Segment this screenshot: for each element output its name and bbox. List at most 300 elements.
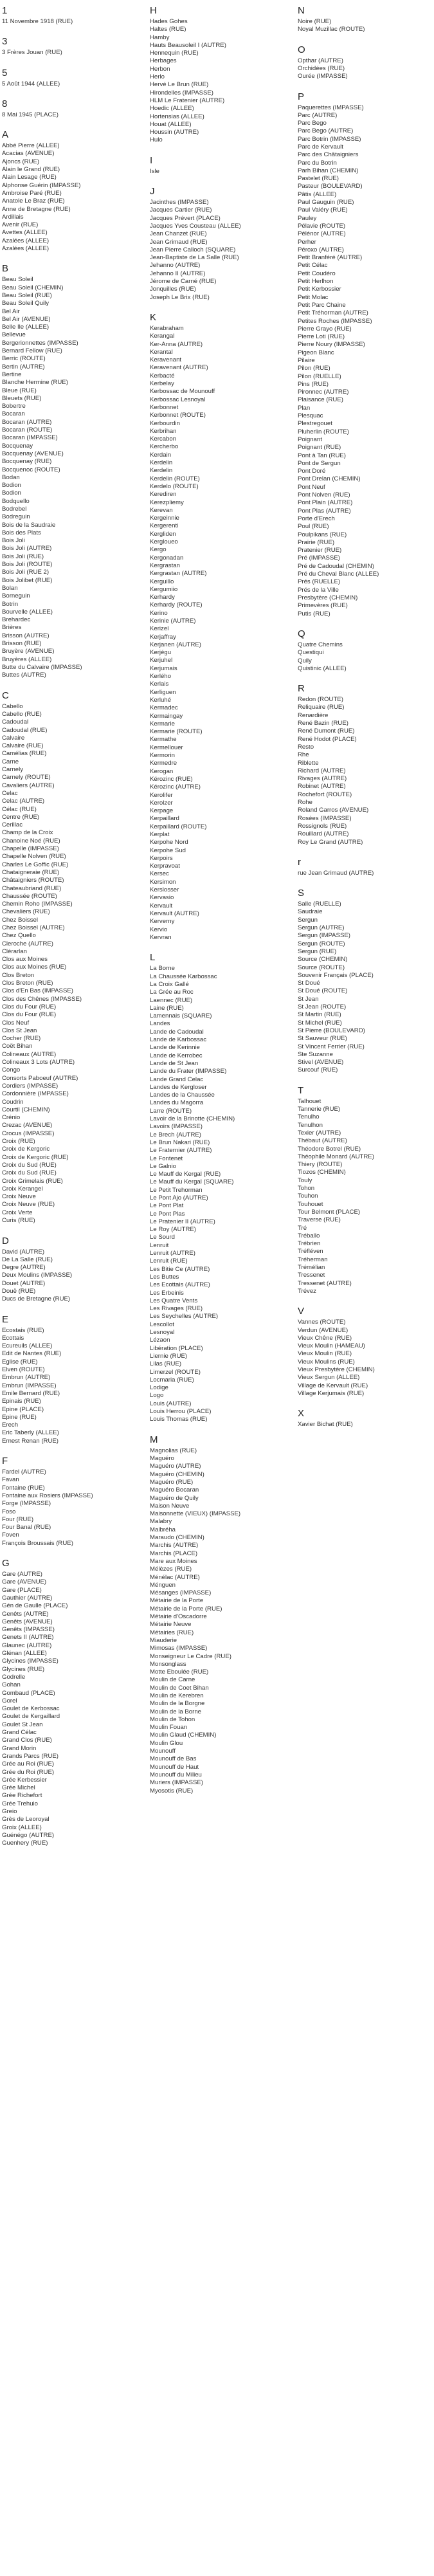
street-name: Chemin Roho (IMPASSE) [2, 900, 73, 908]
street-name: Lescollot [150, 1320, 174, 1328]
street-name: Bois Joli [2, 537, 25, 545]
street-name: Trébrien [298, 1240, 321, 1248]
street-name: Noyal Muzillac (ROUTE) [298, 26, 365, 33]
index-section [298, 43, 434, 81]
street-name: Chevaliers (RUE) [2, 908, 50, 916]
street-name: Coët Bihan [2, 1043, 33, 1050]
street-name: Lavoirs (IMPASSE) [150, 1123, 203, 1131]
street-name: Kerslosser [150, 886, 179, 894]
street-name: Avettes (ALLEE) [2, 229, 48, 237]
street-name: Celac [2, 789, 18, 797]
street-name: Abbé Pierre (ALLEE) [2, 142, 60, 150]
street-name: Cordonnière (IMPASSE) [2, 1090, 69, 1098]
street-name: Pierre Grayo (RUE) [298, 325, 352, 333]
street-name: Gare (PLACE) [2, 1586, 42, 1594]
street-name: Carnely [2, 766, 24, 774]
street-name: Pilon (RUELLE) [298, 372, 341, 380]
index-section [2, 66, 140, 88]
street-name: Epine (RUE) [2, 1413, 37, 1421]
street-name: Bourvelle (ALLEE) [2, 608, 53, 616]
street-name: St Doué [298, 980, 320, 987]
street-name: Maguéro [150, 1455, 174, 1463]
street-name: Croix de Kergoric [2, 1146, 50, 1153]
street-name: Clos Neuf [2, 1019, 30, 1027]
street-name: Souvenir Français (PLACE) [298, 971, 374, 979]
street-name: Monsonglass [150, 1660, 186, 1668]
street-name: Petit Molac [298, 293, 329, 301]
street-name: Petit Coudéro [298, 269, 336, 277]
street-name: Rochefort (ROUTE) [298, 790, 352, 798]
street-name: Crezac (AVENUE) [2, 1122, 53, 1129]
index-section [298, 1407, 434, 1429]
street-name: Moulin de la Borgne [150, 1700, 205, 1708]
street-name: Pierre Loti (RUE) [298, 333, 345, 341]
street-name: Paquerettes (IMPASSE) [298, 104, 364, 111]
street-name: Pasteur (BOULEVARD) [298, 183, 363, 190]
street-name: Logo [150, 1392, 164, 1400]
street-name: Laennec (RUE) [150, 996, 193, 1004]
street-name: Landes de la Chaussée [150, 1092, 215, 1099]
street-name: Putis (RUE) [298, 610, 330, 617]
street-name: Orchidées (RUE) [298, 64, 345, 72]
street-name: Pilon (RUE) [298, 365, 330, 372]
street-name: Maguéro de Quily [150, 1494, 199, 1502]
section-letter: V [298, 1306, 305, 1317]
index-section [298, 4, 434, 34]
street-name: Anne de Bretagne (RUE) [2, 205, 71, 213]
street-name: Prairie (RUE) [298, 538, 335, 546]
street-name: Lenruit (RUE) [150, 1257, 188, 1265]
street-name: Vannes (ROUTE) [298, 1319, 346, 1326]
street-name: Hervé Le Brun (RUE) [150, 81, 209, 89]
street-name: Carne [2, 758, 19, 765]
street-name: Kermellouer [150, 744, 183, 751]
street-name: Bolan [2, 584, 18, 592]
street-list [298, 1098, 434, 1295]
street-name: Sergun (AUTRE) [298, 924, 345, 932]
street-list [298, 696, 434, 846]
street-name: Kermedre [150, 760, 177, 767]
street-name: Kermadec [150, 704, 178, 712]
street-name: Bertine [2, 370, 22, 378]
street-name: Malbréha [150, 1526, 176, 1533]
street-name: Vieux Chêne (RUE) [298, 1334, 352, 1342]
street-name: Touly [298, 1176, 312, 1184]
street-name: Trévez [298, 1287, 316, 1295]
street-name: Le Pratenier II (AUTRE) [150, 1218, 215, 1225]
index-section [2, 689, 140, 1225]
street-name: Jean Grimaud (RUE) [150, 238, 208, 246]
street-list [150, 199, 288, 302]
street-name: Colineaux (AUTRE) [2, 1050, 57, 1058]
street-name: Kervault (AUTRE) [150, 909, 199, 917]
street-name: Kerpravoat [150, 863, 180, 870]
street-name: Tenulho [298, 1113, 320, 1121]
street-name: Chapelle (IMPASSE) [2, 845, 59, 853]
section-letter: P [298, 91, 305, 102]
street-list [2, 1248, 140, 1304]
index-section [2, 1454, 140, 1548]
street-name: Jacques Cartier (RUE) [150, 206, 212, 214]
street-name: Bodion [2, 489, 21, 497]
street-name: Isle [150, 167, 159, 175]
street-name: Genets II (AUTRE) [2, 1634, 54, 1641]
street-list [2, 80, 140, 88]
street-name: Kerdelin [150, 459, 173, 467]
street-name: Clos St Jean [2, 1027, 37, 1034]
street-name: Le Pont Ajo (AUTRE) [150, 1194, 208, 1201]
street-name: Plaisance (RUE) [298, 396, 343, 404]
section-letter: 3 [2, 36, 8, 48]
street-name: Congo [2, 1066, 21, 1074]
street-name: Rivages (AUTRE) [298, 775, 347, 783]
street-name: Noire (RUE) [298, 18, 332, 25]
street-name: Bocaran (ROUTE) [2, 426, 53, 434]
section-letter: Q [298, 628, 305, 639]
street-name: Châtaigniers (ROUTE) [2, 877, 64, 884]
street-name: La Grée au Roc [150, 989, 194, 996]
street-name: Kerogan [150, 767, 174, 775]
street-name: Opthar (AUTRE) [298, 57, 343, 64]
street-name: Kercherbo [150, 443, 179, 451]
street-name: Kérozinc (AUTRE) [150, 783, 201, 791]
street-name: Louis (AUTRE) [150, 1400, 192, 1407]
street-name: Lenruit [150, 1241, 169, 1249]
street-name: Rhe [298, 751, 309, 759]
street-name: Les Rivages (RUE) [150, 1305, 203, 1313]
street-name: Lande Grand Celac [150, 1075, 204, 1083]
street-list [2, 1468, 140, 1548]
index-section [2, 262, 140, 679]
index-section [150, 154, 288, 176]
street-list [2, 49, 140, 57]
street-name: Chez Boissel (AUTRE) [2, 924, 65, 931]
street-name: Marchis (PLACE) [150, 1549, 198, 1557]
index-section [150, 4, 288, 145]
street-name: Foven [2, 1531, 19, 1539]
street-name: Celac (AUTRE) [2, 798, 45, 805]
street-name: Bois Joli (AUTRE) [2, 545, 52, 553]
street-name: Jonquilles (RUE) [150, 286, 196, 293]
street-name: Le Pont Plas [150, 1210, 185, 1218]
section-letter: A [2, 129, 9, 141]
street-name: Parc des Châtaigniers [298, 151, 359, 159]
street-name: Tré [298, 1224, 307, 1232]
street-name: Le Mauff de Kergal (RUE) [150, 1171, 221, 1178]
street-name: Favan [2, 1476, 19, 1484]
street-name: Surcouf (RUE) [298, 1066, 338, 1074]
street-list [298, 1421, 434, 1429]
street-name: Kerpoirs [150, 854, 173, 862]
street-name: Houssin (AUTRE) [150, 129, 199, 136]
street-name: Four (RUE) [2, 1515, 34, 1523]
street-list [298, 900, 434, 1075]
index-section [150, 951, 288, 1423]
street-name: Kervio [150, 926, 168, 933]
street-name: Keravenant [150, 356, 182, 364]
street-name: Buttes (AUTRE) [2, 671, 46, 679]
street-list [298, 57, 434, 81]
street-name: Bodrebel [2, 506, 27, 513]
street-name: Monseigneur Le Cadre (RUE) [150, 1652, 231, 1660]
street-name: Clos Breton (RUE) [2, 980, 53, 987]
section-letter: 8 [2, 98, 8, 109]
street-name: Pont Nolven (RUE) [298, 491, 350, 499]
street-name: Petit Tréhorman (AUTRE) [298, 309, 368, 317]
street-name: Kerplat [150, 831, 170, 838]
street-name: Anatole Le Braz (RUE) [2, 197, 65, 205]
index-section [150, 185, 288, 302]
street-name: Kerluhé [150, 696, 172, 704]
street-name: Bodan [2, 473, 20, 481]
street-list [2, 111, 140, 119]
street-name: Landes de Kergloser [150, 1083, 207, 1091]
street-name: Bois des Plats [2, 529, 41, 536]
street-name: Kerizel [150, 625, 169, 633]
street-name: Kerbelay [150, 380, 174, 388]
street-name: Chataigneraie (RUE) [2, 868, 60, 876]
street-name: Grands Parcs (RUE) [2, 1752, 59, 1760]
street-name: Les Bitie Ce (AUTRE) [150, 1265, 210, 1273]
street-name: Pauley [298, 214, 317, 222]
street-name: Pilaire [298, 357, 315, 364]
street-list [298, 1319, 434, 1398]
street-name: Tour Belmont (PLACE) [298, 1208, 361, 1216]
section-letter: J [150, 186, 155, 197]
street-name: Mounouff de Haut [150, 1763, 199, 1771]
street-name: Sergun (RUE) [298, 947, 337, 955]
street-name: Plestregouet [298, 420, 332, 428]
street-name: Ste Suzanne [298, 1050, 333, 1058]
street-name: Beau Soleil Quily [2, 300, 50, 307]
street-list [150, 18, 288, 145]
street-name: Saudraie [298, 908, 323, 916]
street-name: Embrun (AUTRE) [2, 1374, 51, 1382]
street-name: Genêts (AUTRE) [2, 1610, 49, 1618]
street-name: Gohan [2, 1681, 21, 1689]
street-name: Miauderie [150, 1636, 177, 1644]
street-name: Pastelet (RUE) [298, 175, 339, 183]
street-list [150, 1447, 288, 1795]
street-name: Vieux Presbytère (CHEMIN) [298, 1366, 375, 1374]
section-letter: E [2, 1313, 9, 1325]
street-name: Ecostais (RUE) [2, 1326, 44, 1334]
section-letter: F [2, 1456, 8, 1467]
index-section [298, 627, 434, 673]
street-name: Genêts (IMPASSE) [2, 1626, 55, 1634]
street-name: Louis Thomas (RUE) [150, 1416, 208, 1423]
street-name: Clos aux Moines (RUE) [2, 964, 67, 971]
street-name: Parc de Kervault [298, 143, 343, 151]
street-name: Bois Joli (ROUTE) [2, 561, 53, 569]
street-name: Sergun [298, 916, 318, 924]
street-name: René Bazin (RUE) [298, 720, 348, 727]
street-name: Magnolias (RUE) [150, 1447, 197, 1454]
street-name: Marchis (AUTRE) [150, 1542, 199, 1549]
street-name: Brisson (RUE) [2, 640, 42, 648]
street-name: Tréballo [298, 1232, 320, 1239]
street-name: Croix Neuve (RUE) [2, 1201, 55, 1209]
street-name: Primevères (RUE) [298, 602, 348, 610]
street-name: Bois Joli (RUE 2) [2, 569, 50, 576]
street-name: Motte Eboulée (RUE) [150, 1668, 209, 1676]
street-name: Ajoncs (RUE) [2, 158, 40, 165]
street-name: Croix Verte [2, 1209, 33, 1216]
street-name: Kervault [150, 902, 173, 909]
street-name: Pélavie (ROUTE) [298, 222, 346, 230]
street-name: Métairie d'Oscadorre [150, 1613, 207, 1621]
index-section [2, 4, 140, 26]
street-name: Glénan (ALLEE) [2, 1650, 47, 1658]
street-name: Parc Bego (AUTRE) [298, 127, 354, 135]
street-name: Myosotis (RUE) [150, 1787, 194, 1795]
street-name: Calvaire [2, 734, 25, 742]
street-name: Belle Ile (ALLEE) [2, 324, 50, 331]
street-name: Jérome de Carné (RUE) [150, 278, 217, 286]
street-name: Jehanno (AUTRE) [150, 262, 201, 269]
section-letter: R [298, 683, 305, 695]
street-name: Moulin de la Borne [150, 1708, 201, 1715]
street-name: Cadoudal [2, 718, 29, 726]
street-name: Curis (RUE) [2, 1216, 35, 1224]
street-name: Azalées (ALLEE) [2, 245, 50, 253]
street-name: Kerjumais [150, 664, 177, 672]
street-name: Grand Célac [2, 1729, 37, 1737]
street-name: Fardel (AUTRE) [2, 1468, 46, 1476]
street-name: Kergerenti [150, 522, 179, 530]
street-name: Kerbonnet [150, 403, 179, 411]
street-name: Moulin de Coet Bihan [150, 1684, 209, 1692]
street-name: Fontaine aux Rosiers (IMPASSE) [2, 1492, 93, 1499]
street-name: Kerpage [150, 807, 174, 815]
street-name: Parc (AUTRE) [298, 111, 338, 119]
street-name: Deux Moulins (IMPASSE) [2, 1272, 73, 1279]
street-list [2, 142, 140, 253]
street-name: Clos d'En Bas (IMPASSE) [2, 987, 73, 995]
street-name: Mésanges (IMPASSE) [150, 1589, 212, 1597]
street-name: Cabello (RUE) [2, 710, 42, 718]
street-name: Parc Botrin (IMPASSE) [298, 135, 361, 143]
street-name: Quatre Chemins [298, 641, 343, 648]
street-name: Clos du Four (RUE) [2, 1003, 57, 1010]
street-name: Ménélac (AUTRE) [150, 1573, 200, 1581]
street-name: Les Seychelles (AUTRE) [150, 1313, 219, 1320]
street-name: Pré (IMPASSE) [298, 554, 340, 562]
street-name: Moulin de Tohon [150, 1715, 195, 1723]
street-name: Bobertre [2, 403, 26, 410]
street-name: Bergerionnettes (IMPASSE) [2, 339, 78, 347]
street-name: Lande de Cadoudal [150, 1028, 204, 1036]
street-name: Kergrastan [150, 562, 180, 569]
street-name: Liernie (RUE) [150, 1352, 188, 1360]
street-name: Goulet de Kergaillard [2, 1713, 60, 1721]
street-name: Le Mauff du Kergal (SQUARE) [150, 1178, 234, 1186]
street-name: Hamby [150, 33, 170, 41]
street-name: Mounouff de Bas [150, 1755, 197, 1763]
street-name: Le Fraternier (AUTRE) [150, 1147, 212, 1155]
street-name: Kerguillo [150, 578, 174, 585]
street-name: Kergrastan (AUTRE) [150, 570, 207, 578]
section-letter: C [2, 690, 9, 701]
street-name: Trémélian [298, 1264, 325, 1272]
street-name: Bruyère (AVENUE) [2, 648, 55, 655]
street-name: Rossignols (RUE) [298, 822, 347, 830]
index-section [298, 886, 434, 1075]
street-name: Kergliden [150, 530, 176, 538]
street-name: Hades Gohes [150, 18, 188, 25]
index-section [298, 90, 434, 618]
street-name: Mare aux Moines [150, 1557, 197, 1565]
street-name: Questiqui [298, 649, 324, 657]
street-name: Sergun (ROUTE) [298, 940, 345, 947]
street-name: Théophile Monard (AUTRE) [298, 1153, 374, 1160]
street-name: Godrelle [2, 1673, 26, 1681]
street-list [2, 1327, 140, 1445]
street-name: Haltes (RUE) [150, 26, 186, 33]
street-name: Rouillard (AUTRE) [298, 830, 349, 838]
street-name: Le Sourd [150, 1234, 175, 1241]
street-name: Grand Morin [2, 1744, 37, 1752]
street-name: François Broussais (RUE) [2, 1539, 73, 1547]
street-name: Clos du Four (RUE) [2, 1011, 57, 1019]
street-name: Jehanno II (AUTRE) [150, 269, 206, 277]
street-name: Lamennais (SQUARE) [150, 1012, 212, 1020]
street-list [2, 276, 140, 679]
street-name: St Jean (ROUTE) [298, 1003, 347, 1011]
street-name: Kérozinc (RUE) [150, 775, 193, 783]
street-name: Courtil (CHEMIN) [2, 1106, 50, 1113]
street-name: Pont de Sergun [298, 459, 341, 467]
street-name: Alphonse Guérin (IMPASSE) [2, 181, 81, 189]
street-name: Cadoudal (RUE) [2, 726, 48, 734]
street-name: Cavaliers (AUTRE) [2, 781, 55, 789]
section-letter: X [298, 1408, 305, 1420]
street-name: Tréfléven [298, 1248, 323, 1256]
street-name: Kermorin [150, 752, 175, 760]
street-name: Jacques Yves Cousteau (ALLEE) [150, 222, 241, 230]
street-name: Ambroise Paré (RUE) [2, 189, 62, 197]
street-name: Les Buttes [150, 1273, 179, 1281]
street-name: Moulin Glaud (CHEMIN) [150, 1731, 217, 1739]
street-name: Foso [2, 1508, 16, 1515]
street-name: Kerdelo (ROUTE) [150, 482, 199, 490]
street-name: Pont Doré [298, 468, 326, 475]
street-name: Genêts (AVENUE) [2, 1618, 53, 1625]
street-name: Pironnec (AUTRE) [298, 388, 349, 396]
street-name: Pont Plas (AUTRE) [298, 507, 351, 515]
street-name: De La Salle (RUE) [2, 1256, 53, 1263]
street-name: HLM Le Fratenier (AUTRE) [150, 96, 225, 104]
street-name: Paul Valéry (RUE) [298, 206, 348, 214]
street-name: St Martin (RUE) [298, 1011, 341, 1019]
street-name: Louis Herrou (PLACE) [150, 1408, 212, 1416]
street-name: Kerbossac de Mounouff [150, 388, 215, 396]
street-name: Kersec [150, 870, 169, 878]
street-name: Crénio [2, 1114, 21, 1122]
street-name: Paul Gauguin (RUE) [298, 199, 354, 206]
street-name: Calvaire (RUE) [2, 742, 44, 750]
street-name: Laine (RUE) [150, 1004, 184, 1012]
street-name: Bois Joli (RUE) [2, 553, 44, 560]
street-name: Clérarlan [2, 947, 27, 955]
street-name: Croix du Sud (RUE) [2, 1161, 57, 1169]
street-name: Ecottais [2, 1334, 24, 1342]
street-name: Hortensias (ALLEE) [150, 113, 204, 120]
street-name: Carnely (ROUTE) [2, 774, 51, 781]
street-name: Clos des Chênes (IMPASSE) [2, 995, 82, 1003]
street-name: Ecureuils (ALLEE) [2, 1342, 53, 1350]
street-name: Beau Soleil [2, 276, 33, 284]
